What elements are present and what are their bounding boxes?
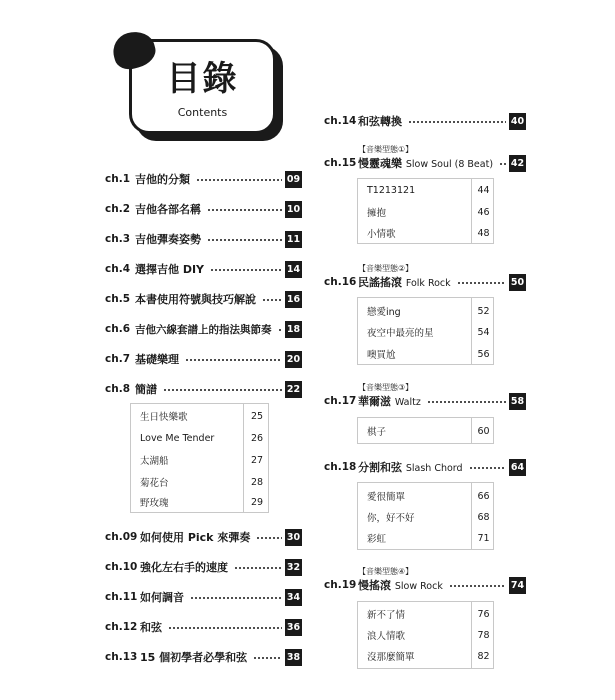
chapter-title xyxy=(358,393,424,409)
song-row[interactable] xyxy=(358,321,493,343)
dot-leader xyxy=(253,657,282,659)
chapter-title xyxy=(358,274,454,290)
song-row[interactable] xyxy=(358,603,493,625)
dot-leader xyxy=(256,537,282,539)
song-page: 28 xyxy=(250,476,264,488)
page-badge: 30 xyxy=(285,529,302,546)
page-badge: 38 xyxy=(285,649,302,666)
chapter-title: 選擇吉他 DIY xyxy=(135,263,205,276)
song-name: 噢買尬 xyxy=(367,350,396,361)
chapter-title-text: 慢靈魂樂 xyxy=(358,157,402,170)
chapter-title xyxy=(358,155,496,171)
song-page: 27 xyxy=(250,454,264,466)
song-row[interactable] xyxy=(131,427,268,449)
page-badge: 20 xyxy=(285,351,302,368)
chapter-title xyxy=(358,577,446,593)
chapter-title: 和弦 xyxy=(140,621,162,634)
dot-leader xyxy=(262,299,282,301)
chapter-number: ch.11 xyxy=(105,591,138,603)
song-page: 25 xyxy=(250,410,264,422)
song-list-ch17 xyxy=(357,417,494,444)
chapter-number: ch.18 xyxy=(324,461,357,473)
song-name: 愛很簡單 xyxy=(367,492,406,503)
chapter-title-text: 民謠搖滾 xyxy=(358,276,402,289)
page-badge: 36 xyxy=(285,619,302,636)
song-page: 26 xyxy=(250,432,264,444)
song-name: 戀愛ing xyxy=(367,307,401,318)
page-badge: 42 xyxy=(509,155,526,172)
toc-entry-ch10[interactable] xyxy=(105,558,302,576)
song-row[interactable] xyxy=(358,343,493,365)
dot-leader xyxy=(207,209,282,211)
toc-entry-ch15[interactable] xyxy=(324,154,526,172)
song-page: 46 xyxy=(477,206,490,218)
chapter-title: 強化左右手的速度 xyxy=(140,561,228,574)
chapter-number: ch.16 xyxy=(324,276,357,288)
chapter-title-text: 華爾滋 xyxy=(358,395,391,408)
song-page: 52 xyxy=(477,305,490,317)
dot-leader xyxy=(185,359,282,361)
song-page: 76 xyxy=(477,608,490,620)
dot-leader xyxy=(234,567,282,569)
song-page: 56 xyxy=(477,348,490,360)
page-badge: 14 xyxy=(285,261,302,278)
song-name: 夜空中最亮的星 xyxy=(367,328,434,339)
toc-entry-ch16[interactable] xyxy=(324,273,526,291)
song-list-ch15 xyxy=(357,178,494,244)
music-style-tag: 【音樂型態①】 xyxy=(358,145,414,154)
song-name: 擁抱 xyxy=(367,208,387,219)
song-page: 44 xyxy=(477,184,490,196)
toc-entry-ch18[interactable] xyxy=(324,458,526,476)
song-page: 78 xyxy=(477,629,490,641)
toc-entry-ch6[interactable] xyxy=(105,320,302,338)
toc-entry-ch4[interactable] xyxy=(105,260,302,278)
toc-entry-ch11[interactable] xyxy=(105,588,302,606)
chapter-subtitle: Slow Rock xyxy=(394,581,443,592)
chapter-number: ch.17 xyxy=(324,395,357,407)
toc-entry-ch1[interactable] xyxy=(105,170,302,188)
page-badge: 09 xyxy=(285,171,302,188)
dot-leader xyxy=(207,239,282,241)
dot-leader xyxy=(196,179,282,181)
song-name: Love Me Tender xyxy=(140,432,215,444)
chapter-title: 15 個初學者必學和弦 xyxy=(140,651,248,664)
song-page: 29 xyxy=(250,496,264,508)
chapter-number: ch.10 xyxy=(105,561,138,573)
song-row[interactable] xyxy=(131,405,268,427)
song-name: T1213121 xyxy=(367,184,416,196)
page-subtitle: Contents xyxy=(177,106,228,119)
toc-entry-ch3[interactable] xyxy=(105,230,302,248)
dot-leader xyxy=(427,401,506,403)
song-row[interactable] xyxy=(131,471,268,493)
dot-leader xyxy=(163,389,282,391)
dot-leader xyxy=(449,585,506,587)
dot-leader xyxy=(278,329,283,331)
chapter-number: ch.6 xyxy=(105,323,130,335)
page-badge: 11 xyxy=(285,231,302,248)
song-name: 沒那麼簡單 xyxy=(367,652,415,663)
song-name: 小情歌 xyxy=(367,229,396,240)
chapter-number: ch.7 xyxy=(105,353,130,365)
song-row[interactable] xyxy=(358,201,493,223)
song-page: 82 xyxy=(477,650,490,662)
chapter-title: 吉他彈奏姿勢 xyxy=(135,233,201,246)
chapter-number: ch.4 xyxy=(105,263,130,275)
page-badge: 22 xyxy=(285,381,302,398)
dot-leader xyxy=(499,163,506,165)
song-page: 54 xyxy=(477,326,490,338)
song-page: 71 xyxy=(477,532,490,544)
chapter-title: 如何使用 Pick 來彈奏 xyxy=(140,531,251,544)
page-badge: 74 xyxy=(509,577,526,594)
song-row[interactable] xyxy=(358,527,493,549)
chapter-number: ch.2 xyxy=(105,203,130,215)
chapter-title: 和弦轉換 xyxy=(358,115,402,128)
song-name: 太湖船 xyxy=(140,456,169,467)
song-row[interactable] xyxy=(358,506,493,528)
music-style-tag: 【音樂型態②】 xyxy=(358,264,414,273)
toc-entry-ch13[interactable] xyxy=(105,648,302,666)
song-row[interactable] xyxy=(358,300,493,322)
chapter-number: ch.12 xyxy=(105,621,138,633)
music-style-tag: 【音樂型態③】 xyxy=(358,383,414,392)
toc-entry-ch12[interactable] xyxy=(105,618,302,636)
page-badge: 64 xyxy=(509,459,526,476)
toc-entry-ch2[interactable] xyxy=(105,200,302,218)
song-list-ch8 xyxy=(130,403,269,513)
toc-entry-ch19[interactable] xyxy=(324,576,526,594)
chapter-title-text: 慢搖滾 xyxy=(358,579,391,592)
chapter-number: ch.13 xyxy=(105,651,138,663)
toc-entry-ch5[interactable] xyxy=(105,290,302,308)
song-page: 60 xyxy=(477,425,490,437)
song-row[interactable] xyxy=(131,491,268,513)
chapter-title: 本書使用符號與技巧解說 xyxy=(135,293,256,306)
song-list-ch16 xyxy=(357,297,494,365)
toc-entry-ch8[interactable] xyxy=(105,380,302,398)
page-badge: 40 xyxy=(509,113,526,130)
song-page: 66 xyxy=(477,490,490,502)
music-style-tag: 【音樂型態④】 xyxy=(358,567,414,576)
chapter-number: ch.09 xyxy=(105,531,138,543)
chapter-number: ch.19 xyxy=(324,579,357,591)
song-name: 彩虹 xyxy=(367,534,387,545)
song-page: 48 xyxy=(477,227,490,239)
song-name: 你，好不好 xyxy=(367,513,415,524)
page-badge: 16 xyxy=(285,291,302,308)
chapter-subtitle: Slow Soul (8 Beat) xyxy=(405,159,494,170)
song-page: 68 xyxy=(477,511,490,523)
chapter-title: 基礎樂理 xyxy=(135,353,179,366)
song-row[interactable] xyxy=(358,624,493,646)
chapter-number: ch.5 xyxy=(105,293,130,305)
toc-entry-ch09[interactable] xyxy=(105,528,302,546)
chapter-number: ch.3 xyxy=(105,233,130,245)
chapter-title xyxy=(358,459,466,475)
dot-leader xyxy=(457,282,506,284)
chapter-title: 吉他六線套譜上的指法與節奏 xyxy=(135,323,272,336)
dot-leader xyxy=(168,627,282,629)
chapter-number: ch.15 xyxy=(324,157,357,169)
song-name: 菊花台 xyxy=(140,478,169,489)
page-badge: 32 xyxy=(285,559,302,576)
page-badge: 58 xyxy=(509,393,526,410)
song-row[interactable] xyxy=(358,222,493,244)
song-name: 新不了情 xyxy=(367,610,406,621)
dot-leader xyxy=(210,269,282,271)
song-name: 浪人情歌 xyxy=(367,631,406,642)
chapter-subtitle: Folk Rock xyxy=(405,278,451,289)
song-row[interactable] xyxy=(358,645,493,667)
song-name: 野玫瑰 xyxy=(140,498,169,509)
dot-leader xyxy=(469,467,506,469)
chapter-subtitle: Waltz xyxy=(394,397,421,408)
page-title: 目錄 xyxy=(166,59,239,99)
dot-leader xyxy=(190,597,282,599)
page-badge: 50 xyxy=(509,274,526,291)
chapter-subtitle: Slash Chord xyxy=(405,463,463,474)
chapter-title: 吉他的分類 xyxy=(135,173,190,186)
toc-entry-ch17[interactable] xyxy=(324,392,526,410)
chapter-title-text: 分割和弦 xyxy=(358,461,402,474)
dot-leader xyxy=(408,121,506,123)
chapter-number: ch.8 xyxy=(105,383,130,395)
page-badge: 10 xyxy=(285,201,302,218)
song-row[interactable] xyxy=(358,179,493,201)
chapter-title: 如何調音 xyxy=(140,591,184,604)
page-badge: 18 xyxy=(285,321,302,338)
toc-entry-ch14[interactable] xyxy=(324,112,526,130)
song-name: 棋子 xyxy=(367,427,387,438)
song-row[interactable] xyxy=(358,485,493,507)
chapter-number: ch.14 xyxy=(324,115,357,127)
page-badge: 34 xyxy=(285,589,302,606)
song-list-ch18 xyxy=(357,482,494,550)
chapter-title: 吉他各部名稱 xyxy=(135,203,201,216)
song-list-ch19 xyxy=(357,601,494,669)
song-row[interactable] xyxy=(131,449,268,471)
song-name: 生日快樂歌 xyxy=(140,412,188,423)
chapter-title: 簡譜 xyxy=(135,383,157,396)
song-row[interactable] xyxy=(358,420,493,442)
chapter-number: ch.1 xyxy=(105,173,130,185)
toc-entry-ch7[interactable] xyxy=(105,350,302,368)
